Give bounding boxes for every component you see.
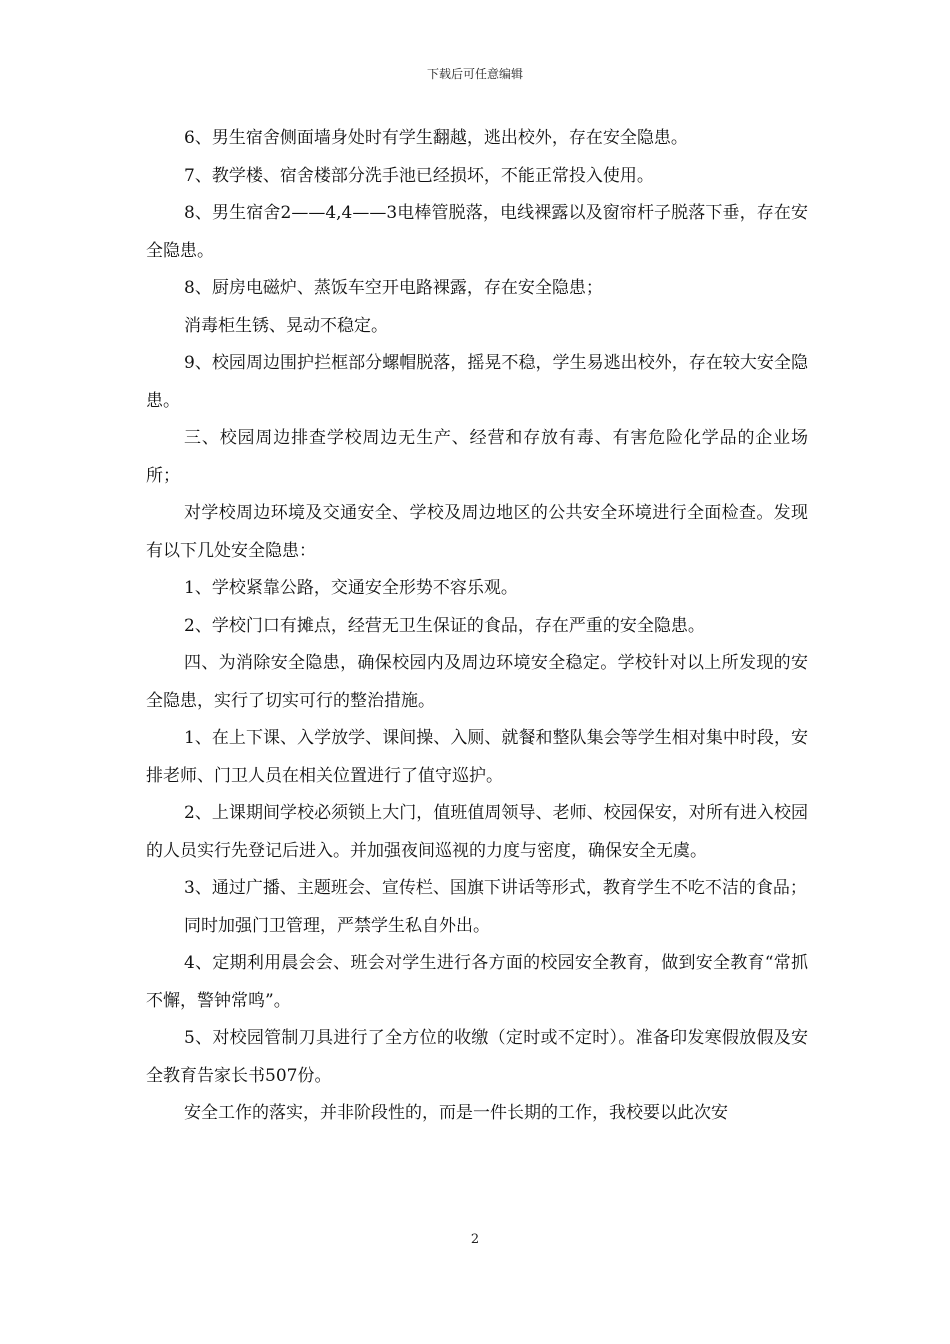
- paragraph-item-8-kitchen: 8、厨房电磁炉、蒸饭车空开电路裸露，存在安全隐患；: [184, 278, 603, 298]
- document-body: [146, 120, 808, 1133]
- paragraph-disinfection-cabinet: 消毒柜生锈、晃动不稳定。: [184, 315, 388, 336]
- page-number: 2: [470, 1232, 480, 1247]
- paragraph-item-6: 6、男生宿舍侧面墙身处时有学生翻越，逃出校外，存在安全隐患。: [184, 128, 688, 148]
- paragraph-hazard-1: 1、学校紧靠公路，交通安全形势不容乐观。: [184, 578, 518, 598]
- paragraph-measure-3: 3、通过广播、主题班会、宣传栏、国旗下讲话等形式，教育学生不吃不洁的食品；: [184, 878, 807, 898]
- paragraph-gate-management: 同时加强门卫管理，严禁学生私自外出。: [184, 915, 490, 936]
- paragraph-item-7: 7、教学楼、宿舍楼部分洗手池已经损坏，不能正常投入使用。: [184, 165, 654, 186]
- paragraph-item-8-dorm: 8、男生宿舍2——4,4——3电棒管脱落，电线裸露以及窗帘杆子脱落下垂，存在安全隐患。: [146, 203, 808, 261]
- paragraph-item-9: 9、校园周边围护拦框部分螺帽脱落，摇晃不稳，学生易逃出校外，存在较大安全隐患。: [146, 353, 808, 411]
- paragraph-measure-5: 5、对校园管制刀具进行了全方位的收缴（定时或不定时）。准备印发寒假放假及安全教育告家长书507份。: [146, 1028, 808, 1086]
- paragraph-measure-1: 1、在上下课、入学放学、课间操、入厕、就餐和整队集会等学生相对集中时段，安排老师、门卫人员在相关位置进行了值守巡护。: [146, 728, 808, 786]
- page-header: 下载后可任意编辑: [426, 67, 523, 81]
- paragraph-section-4: 四、为消除安全隐患，确保校园内及周边环境安全稳定。学校针对以上所发现的安全隐患，实行了切实可行的整治措施。: [146, 653, 808, 711]
- paragraph-measure-2: 2、上课期间学校必须锁上大门，值班值周领导、老师、校园保安，对所有进入校园的人员实行先登记后进入。并加强夜间巡视的力度与密度，确保安全无虞。: [146, 803, 808, 861]
- paragraph-section-3: 三、校园周边排查学校周边无生产、经营和存放有毒、有害危险化学品的企业场所；: [146, 428, 808, 486]
- paragraph-conclusion: 安全工作的落实，并非阶段性的，而是一件长期的工作，我校要以此次安: [184, 1103, 728, 1123]
- paragraph-inspection: 对学校周边环境及交通安全、学校及周边地区的公共安全环境进行全面检查。发现有以下几处安全隐患：: [146, 503, 808, 561]
- paragraph-hazard-2: 2、学校门口有摊点，经营无卫生保证的食品，存在严重的安全隐患。: [184, 615, 705, 636]
- paragraph-measure-4: 4、定期利用晨会会、班会对学生进行各方面的校园安全教育，做到安全教育“常抓不懈，警钟常鸣”。: [146, 953, 808, 1011]
